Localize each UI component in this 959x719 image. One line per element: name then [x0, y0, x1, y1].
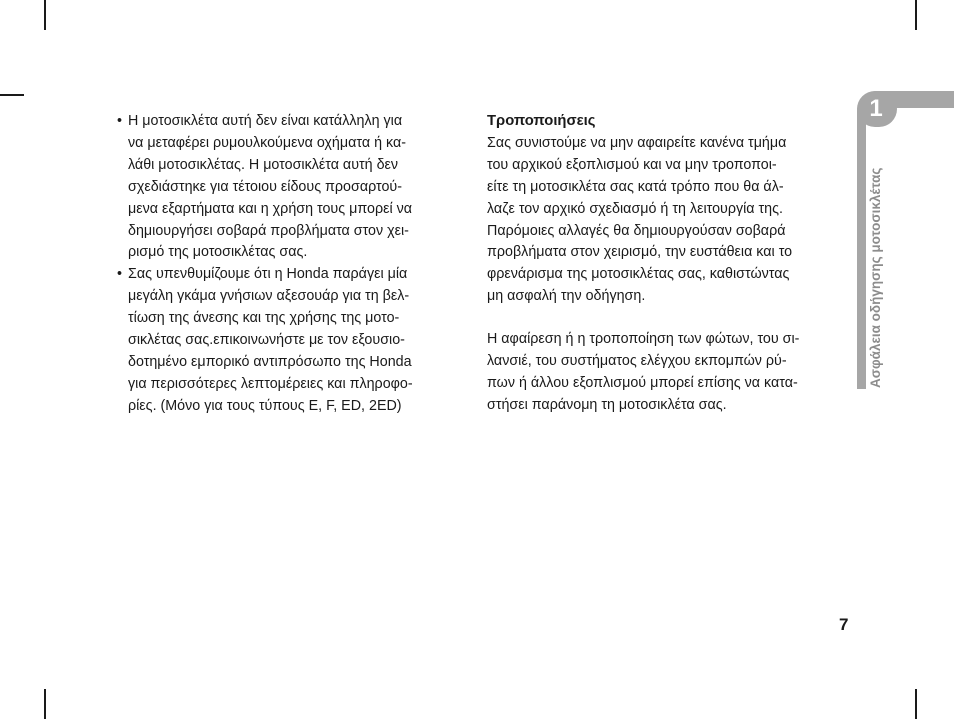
paragraph: Η αφαίρεση ή η τροποποίηση των φώτων, του σι- λανσιέ, του συστήματος ελέγχου εκπομπών ρύ- πων ή άλλου εξοπλισμού μπορεί επίσης να κατα- στήσει παράνομη τη μοτοσικλέτα σας.	[487, 331, 800, 413]
bullet-symbol: •	[117, 113, 123, 129]
chapter-title-vertical: Ασφάλεια οδήγησης μοτοσικλέτας	[868, 167, 883, 388]
bullet-item	[117, 111, 463, 264]
crop-mark-bottom-right	[915, 689, 917, 719]
crop-mark-top-left	[44, 0, 46, 30]
page-number: 7	[839, 615, 849, 634]
bullet-item	[117, 264, 463, 417]
crop-mark-bottom-left	[44, 689, 46, 719]
left-column	[117, 111, 463, 418]
chapter-number: 1	[869, 95, 883, 122]
bullet-symbol: •	[117, 266, 123, 283]
bullet-text: Σας υπενθυμίζουμε ότι η Honda παράγει μία μεγάλη γκάμα γνήσιων αξεσουάρ για τη βελ- τίωση της άνεσης και της χρήσης της μοτο- σικλέτας σας.επικοινωνήστε με τον εξουσιο- δοτημένο εμπορικό αντιπρόσωπο της Honda για περισσότερες λεπτομέρειες και πληροφο- ρίες. (Μόνο για τους τύπους E, F, ED, 2ED)	[128, 266, 413, 414]
section-heading: Τροποποιήσεις	[487, 113, 596, 129]
paragraph: Σας συνιστούμε να μην αφαιρείτε κανένα τμήμα του αρχικού εξοπλισμού και να μην τροποποι- είτε τη μοτοσικλέτα σας κατά τρόπο που θα άλ- λαζε τον αρχικό σχεδιασμό ή τη λειτουργία της. Παρόμοιες αλλαγές θα δημιουργούσαν σοβαρά προβλήματα στον χειρισμό, την ευστάθεια και το φρενάρισμα της μοτοσικλέτας σας, καθιστώντας μη ασφαλή την οδήγηση.	[487, 134, 793, 305]
right-column	[487, 111, 855, 417]
crop-mark-top-right	[915, 0, 917, 30]
crop-mark-left-middle	[0, 94, 24, 96]
bullet-text: Η μοτοσικλέτα αυτή δεν είναι κατάλληλη για να μεταφέρει ρυμουλκούμενα οχήματα ή κα- λάθι μοτοσικλέτας. Η μοτοσικλέτα αυτή δεν σχεδιάστηκε για τέτοιου είδους προσαρτού- μενα εξαρτήματα και η χρήση τους μπορεί να δημιουργήσει σοβαρά προβλήματα στον χει- ρισμό της μοτοσικλέτας σας.	[128, 113, 413, 261]
